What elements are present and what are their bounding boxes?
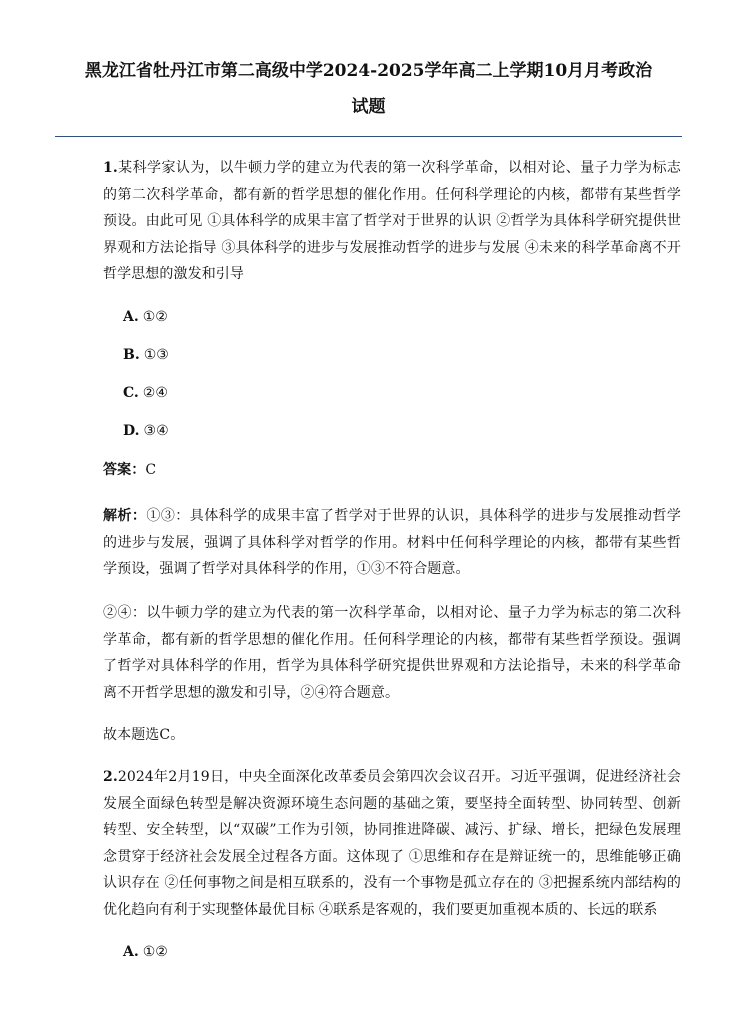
title-divider — [55, 136, 682, 137]
question-1-number: 1. — [103, 160, 118, 176]
question-1-conclusion: 故本题选C。 — [103, 727, 185, 743]
analysis-text: ①③：具体科学的成果丰富了哲学对于世界的认识，具体科学的进步与发展推动哲学的进步与发展，强调了具体科学对哲学的作用。材料中任何科学理论的内核，都带有某些哲学预设，强调了哲学对具体科学的作用，①③不符合题意。 — [103, 508, 681, 577]
option-letter: B. — [123, 347, 140, 363]
option-letter: A. — [123, 309, 139, 325]
question-1-option-c — [123, 382, 168, 404]
question-2-stem — [103, 764, 681, 923]
answer-value: C — [145, 462, 157, 478]
question-2-number: 2. — [103, 769, 118, 785]
option-letter: C. — [123, 385, 139, 401]
document-title-line-1: 黑龙江省牡丹江市第二高级中学2024-2025学年高二上学期10月月考政治 — [84, 61, 653, 81]
question-1-option-a — [123, 306, 168, 328]
option-text: ①② — [142, 309, 168, 325]
option-text: ③④ — [143, 423, 169, 439]
question-1-option-d — [123, 420, 169, 442]
question-1-stem — [103, 155, 681, 288]
question-1-option-b — [123, 344, 169, 366]
option-letter: D. — [123, 423, 140, 439]
option-letter: A. — [123, 944, 139, 960]
option-text: ①② — [142, 944, 168, 960]
question-1-text: 某科学家认为，以牛顿力学的建立为代表的第一次科学革命，以相对论、量子力学为标志的第二次科学革命，都有新的哲学思想的催化作用。任何科学理论的内核，都带有某些哲学预设。由此可见 ①具体科学的成果丰富了哲学对于世界的认识 ②哲学为具体科学研究提供世界观和方法论指导 ③具体科学的进步与发展推动哲学的进步与发展 ④未来的科学革命离不开哲学思想的激发和引导 — [103, 160, 681, 282]
option-text: ②④ — [142, 385, 168, 401]
question-2-text: 2024年2月19日，中央全面深化改革委员会第四次会议召开。习近平强调，促进经济社会发展全面绿色转型是解决资源环境生态问题的基础之策，要坚持全面转型、协同转型、创新转型、安全转型，以“双碳”工作为引领，协同推进降碳、减污、扩绿、增长，把绿色发展理念贯穿于经济社会发展全过程各方面。这体现了 ①思维和存在是辩证统一的，思维能够正确认识存在 ②任何事物之间是相互联系的，没有一个事物是孤立存在的 ③把握系统内部结构的优化趋向有利于实现整体最优目标 ④联系是客观的，我们要更加重视本质的、长远的联系 — [103, 769, 681, 918]
question-1-answer — [103, 457, 681, 484]
question-1-analysis-1 — [103, 503, 681, 583]
question-2-option-a — [123, 941, 168, 963]
analysis-label: 解析： — [103, 508, 147, 524]
document-title-line-2: 试题 — [351, 97, 386, 117]
question-1-analysis-2: ②④：以牛顿力学的建立为代表的第一次科学革命，以相对论、量子力学为标志的第二次科学革命，都有新的哲学思想的催化作用。任何科学理论的内核，都带有某些哲学预设。强调了哲学对具体科学的作用，哲学为具体科学研究提供世界观和方法论指导，未来的科学革命离不开哲学思想的激发和引导，②④符合题意。 — [103, 605, 681, 701]
answer-label: 答案： — [103, 462, 146, 478]
option-text: ①③ — [143, 347, 169, 363]
